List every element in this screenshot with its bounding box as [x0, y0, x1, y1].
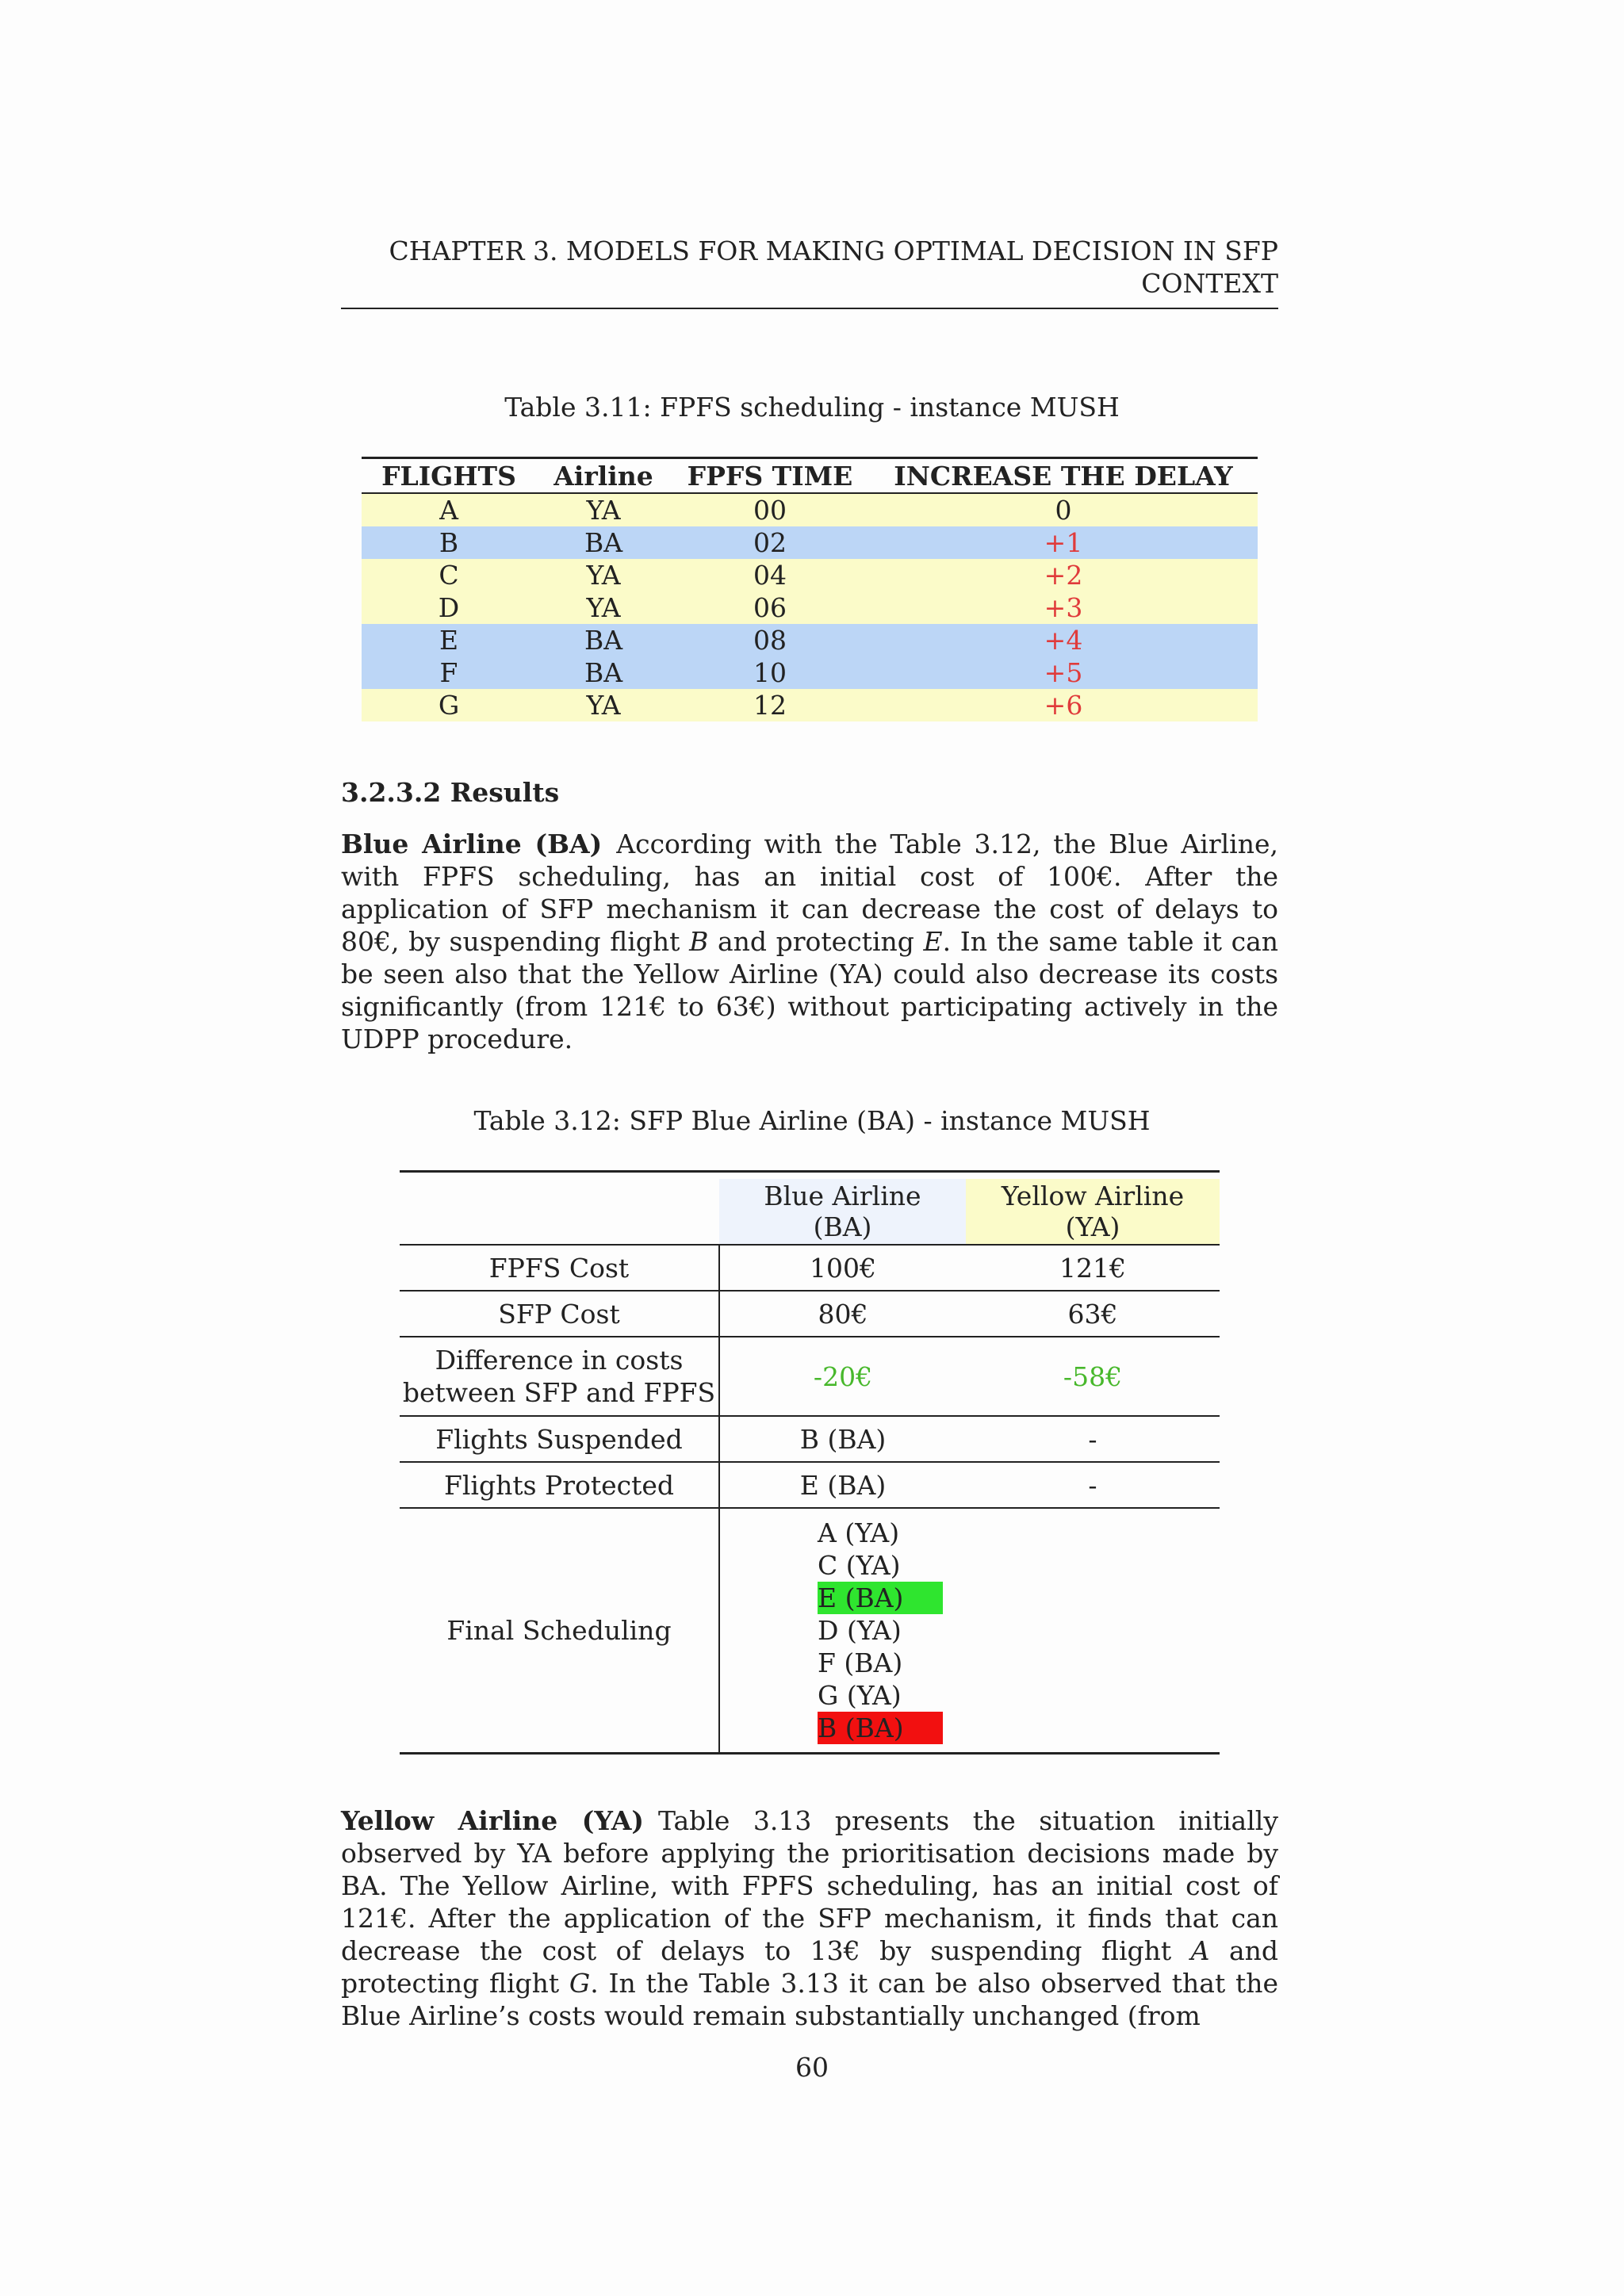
cell-delay: +5	[869, 656, 1258, 689]
cell-airline: BA	[536, 526, 671, 559]
cell-airline: YA	[536, 591, 671, 624]
col-header-ya-label: Yellow Airline (YA)	[966, 1179, 1220, 1244]
flight-ref: E	[923, 926, 943, 957]
flight-ref: A	[1190, 1935, 1210, 1966]
table-row	[362, 559, 1258, 591]
cell-airline: YA	[536, 559, 671, 591]
flight-ref: G	[569, 1968, 591, 1999]
running-header-line1: CHAPTER 3. MODELS FOR MAKING OPTIMAL DECISION IN SFP	[389, 235, 1278, 266]
table-3-11-caption: Table 3.11: FPFS scheduling - instance MUSH	[504, 392, 1120, 423]
cell-flight: F	[362, 656, 536, 689]
cell-delay: +2	[869, 559, 1258, 591]
table-row	[362, 591, 1258, 624]
flight-ref: B	[689, 926, 709, 957]
cell-time: 10	[671, 656, 869, 689]
cell-time: 08	[671, 624, 869, 656]
cell-delay: +1	[869, 526, 1258, 559]
cell-ba-savings: -20€	[719, 1337, 966, 1416]
cell-flight: A	[362, 493, 536, 526]
final-scheduling-list	[818, 1509, 1220, 1752]
table-row	[400, 1462, 1220, 1508]
row-label: FPFS Cost	[400, 1245, 719, 1291]
row-label-line: Difference in costs	[435, 1345, 684, 1376]
paragraph-text: Table 3.13 presents the situation initially observed by YA before applying the prioritisation decisions made by BA. The Yellow Airline, with FPFS scheduling, has an initial cost of 121€. After the application of the SFP mechanism, it finds that can decrease the cost of delays to 13€ by suspending flight	[341, 1805, 1278, 1966]
cell-ba: 80€	[719, 1291, 966, 1337]
table-header-row	[400, 1172, 1220, 1246]
cell-ya-savings: -58€	[966, 1337, 1220, 1416]
list-item	[818, 1679, 1220, 1712]
table-row	[362, 624, 1258, 656]
running-header	[341, 235, 1278, 309]
header-blank-cell	[400, 1172, 719, 1246]
cell-time: 00	[671, 493, 869, 526]
cell-flight: B	[362, 526, 536, 559]
cell-airline: YA	[536, 689, 671, 721]
paragraph-lead: Yellow Airline (YA)	[341, 1805, 645, 1836]
table-row	[362, 526, 1258, 559]
cell-ba: 100€	[719, 1245, 966, 1291]
cell-flight: C	[362, 559, 536, 591]
list-item	[818, 1517, 1220, 1549]
running-header-line2: CONTEXT	[1141, 268, 1278, 299]
list-item-label: F (BA)	[818, 1647, 903, 1678]
list-item-label: C (YA)	[818, 1550, 901, 1581]
col-header-ya	[966, 1172, 1220, 1246]
col-header-increase-delay: INCREASE THE DELAY	[869, 458, 1258, 494]
page-number: 60	[795, 2052, 829, 2083]
cell-time: 12	[671, 689, 869, 721]
paragraph-lead: Blue Airline (BA)	[341, 828, 603, 859]
protected-flight-highlight: E (BA)	[818, 1582, 943, 1614]
cell-ya: -	[966, 1462, 1220, 1508]
col-header-flights: FLIGHTS	[362, 458, 536, 494]
table-row	[400, 1337, 1220, 1416]
paragraph-text: . In the same table it can be seen also that the Yellow Airline (YA) could also decrease its costs significantly (from 121€ to 63€) without participating actively in the UDPP procedure.	[341, 926, 1279, 1054]
list-item	[818, 1712, 1220, 1744]
section-heading: 3.2.3.2 Results	[341, 777, 560, 808]
paragraph-text: and protecting	[708, 926, 924, 957]
cell-airline: BA	[536, 624, 671, 656]
paragraph-yellow-airline	[341, 1804, 1278, 2032]
cell-delay: +6	[869, 689, 1258, 721]
table-3-12-caption: Table 3.12: SFP Blue Airline (BA) - instance MUSH	[473, 1105, 1151, 1136]
table-row	[400, 1291, 1220, 1337]
cell-time: 04	[671, 559, 869, 591]
list-item-label: A (YA)	[818, 1517, 900, 1548]
list-item	[818, 1549, 1220, 1582]
row-label: Flights Suspended	[400, 1416, 719, 1462]
row-label-line: between SFP and FPFS	[402, 1377, 716, 1408]
cell-ya: 121€	[966, 1245, 1220, 1291]
cell-ba: B (BA)	[719, 1416, 966, 1462]
cell-delay: +3	[869, 591, 1258, 624]
cell-time: 02	[671, 526, 869, 559]
paragraph-text: . In the Table 3.13 it can be also observed that the Blue Airline’s costs would remain substantially unchanged (from	[341, 1968, 1278, 2031]
table-header-row	[362, 458, 1258, 494]
list-item	[818, 1614, 1220, 1647]
table-3-12	[400, 1170, 1220, 1755]
paragraph-text: and protecting flight	[341, 1935, 1278, 1999]
list-item-label: G (YA)	[818, 1680, 902, 1711]
list-item-label: D (YA)	[818, 1615, 902, 1646]
table-row	[362, 689, 1258, 721]
cell-delay: 0	[869, 493, 1258, 526]
col-header-ba	[719, 1172, 966, 1246]
cell-flight: E	[362, 624, 536, 656]
cell-time: 06	[671, 591, 869, 624]
row-label: SFP Cost	[400, 1291, 719, 1337]
list-item	[818, 1647, 1220, 1679]
table-row	[400, 1416, 1220, 1462]
cell-airline: YA	[536, 493, 671, 526]
col-header-airline: Airline	[536, 458, 671, 494]
final-scheduling-cell	[719, 1508, 1220, 1754]
cell-delay: +4	[869, 624, 1258, 656]
suspended-flight-highlight: B (BA)	[818, 1712, 943, 1744]
row-label: Flights Protected	[400, 1462, 719, 1508]
cell-ya: -	[966, 1416, 1220, 1462]
row-label: Final Scheduling	[400, 1508, 719, 1754]
table-3-11	[362, 457, 1258, 721]
table-row	[400, 1508, 1220, 1754]
col-header-fpfs-time: FPFS TIME	[671, 458, 869, 494]
col-header-ba-label: Blue Airline (BA)	[719, 1179, 966, 1244]
paragraph-text: According with the Table 3.12, the Blue Airline, with FPFS scheduling, has an initial cost of 100€. After the application of SFP mechanism it can decrease the cost of delays to 80€, by suspending flight	[341, 828, 1278, 957]
cell-ba: E (BA)	[719, 1462, 966, 1508]
list-item	[818, 1582, 1220, 1614]
cell-flight: G	[362, 689, 536, 721]
paragraph-blue-airline	[341, 828, 1278, 1055]
row-label	[400, 1337, 719, 1416]
cell-flight: D	[362, 591, 536, 624]
table-row	[362, 656, 1258, 689]
table-row	[400, 1245, 1220, 1291]
table-row	[362, 493, 1258, 526]
cell-ya: 63€	[966, 1291, 1220, 1337]
cell-airline: BA	[536, 656, 671, 689]
